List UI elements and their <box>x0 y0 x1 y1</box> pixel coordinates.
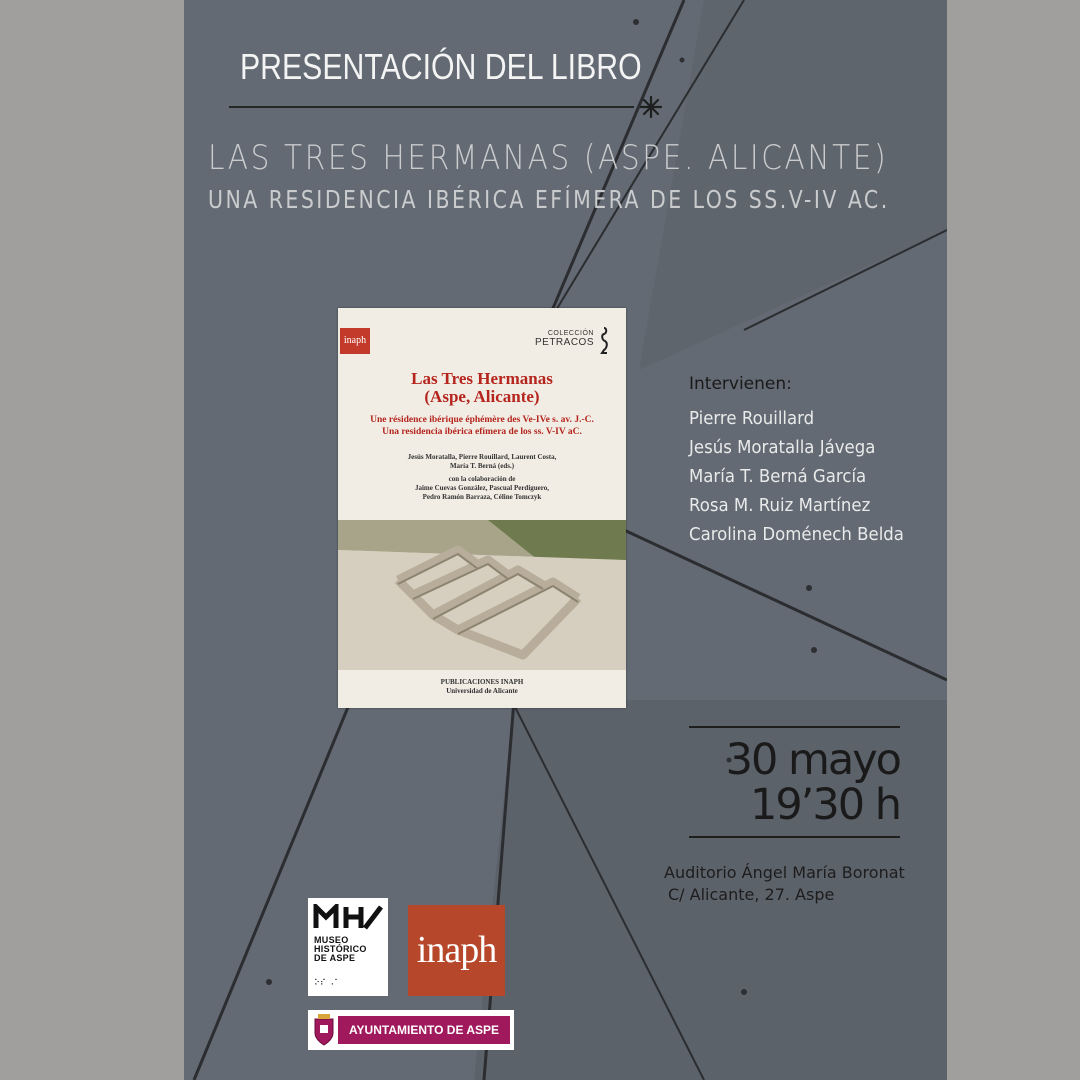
venue-name: Auditorio Ángel María Boronat <box>664 863 905 882</box>
museo-line: HISTÓRICO <box>314 944 367 954</box>
inaph-logo: inaph <box>408 905 505 996</box>
book-collection <box>535 330 594 348</box>
date-divider-top <box>689 726 900 728</box>
book-cover <box>338 308 626 708</box>
poster <box>184 0 947 1080</box>
date-divider-bottom <box>689 836 900 838</box>
city-crest-icon <box>312 1013 336 1047</box>
speakers-list <box>689 404 923 549</box>
book-subtitle: Une résidence ibérique éphémère des Ve-IVe s. av. J.-C. Una residencia ibérica efímera de los ss. V-IV aC. <box>370 415 594 437</box>
book-cover-photo <box>338 520 626 670</box>
event-time: 19’30 h <box>749 780 900 830</box>
museo-line: DE ASPE <box>314 953 356 963</box>
collection-figure-icon <box>598 326 610 354</box>
book-collaborators: con la colaboración de Jaime Cuevas González, Pascual Perdiguero, Pedro Ramón Barraza, Céline Tomczyk <box>414 475 550 501</box>
speaker-name: Jesús Moratalla Jávega <box>689 437 876 458</box>
ayuntamiento-logo <box>308 1010 514 1050</box>
book-collection-label: COLECCIÓN <box>547 330 594 337</box>
speaker-name: Carolina Doménech Belda <box>689 524 904 545</box>
museo-mark-icon <box>313 904 383 930</box>
museo-historico-logo <box>308 898 388 996</box>
book-publisher: PUBLICACIONES INAPH Universidad de Alicante <box>440 678 524 695</box>
event-venue <box>664 862 905 906</box>
book-collection-name: PETRACOS <box>534 337 594 348</box>
speaker-name: Pierre Rouillard <box>689 408 815 429</box>
book-title: Las Tres Hermanas (Aspe, Alicante) <box>411 369 553 406</box>
venue-address: C/ Alicante, 27. Aspe <box>668 885 835 904</box>
book-authors: Jesús Moratalla, Pierre Rouillard, Laurent Costa, María T. Berná (eds.) <box>407 453 557 470</box>
event-subtitle: UNA RESIDENCIA IBÉRICA EFÍMERA DE LOS SS.V-IV AC. <box>208 185 890 214</box>
museo-line: MUSEO <box>314 935 349 945</box>
event-date: 30 mayo <box>725 735 900 785</box>
braille-icon: ⠕⠎ ⠠⠁ <box>314 978 340 987</box>
event-title: LAS TRES HERMANAS (ASPE. ALICANTE) <box>208 138 889 178</box>
ayuntamiento-name: AYUNTAMIENTO DE ASPE <box>338 1016 510 1044</box>
speaker-name: Rosa M. Ruiz Martínez <box>689 495 871 516</box>
speaker-name: María T. Berná García <box>689 466 867 487</box>
speakers-label: Intervienen: <box>689 374 792 394</box>
book-publisher-logo: inaph <box>340 328 370 354</box>
presentation-heading: PRESENTACIÓN DEL LIBRO <box>240 46 642 87</box>
